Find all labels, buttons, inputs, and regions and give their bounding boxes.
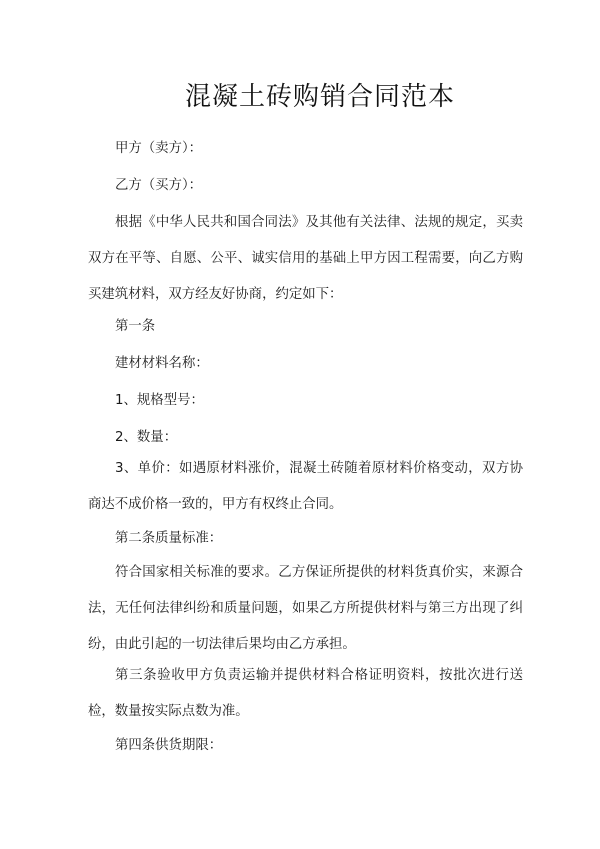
article-3-paragraph: 第三条验收甲方负责运输并提供材料合格证明资料，按批次进行送检，数量按实际点数为准。 xyxy=(88,668,523,719)
item-1-spec: 1、规格型号： xyxy=(115,393,204,408)
party-a-line: 甲方（卖方）： xyxy=(115,141,203,156)
article-1-heading: 第一条 xyxy=(115,319,156,334)
intro-paragraph: 根据《中华人民共和国合同法》及其他有关法律、法规的规定，买卖双方在平等、自愿、公平、诚实信用的基础上甲方因工程需要，向乙方购买建筑材料，双方经友好协商，约定如下： xyxy=(88,215,523,302)
item-3-price: 3、单价：如遇原材料涨价，混凝土砖随着原材料价格变动，双方协商达不成价格一致的，甲方有权终止合同。 xyxy=(88,461,523,512)
article-2-heading: 第二条质量标准： xyxy=(115,531,223,546)
party-b-line: 乙方（买方）： xyxy=(115,178,203,193)
material-name-line: 建材材料名称： xyxy=(115,356,209,371)
article-4-heading: 第四条供货期限： xyxy=(115,738,223,753)
item-2-quantity: 2、数量： xyxy=(115,430,178,445)
document-title: 混凝土砖购销合同范本 xyxy=(184,82,455,112)
article-2-body: 符合国家相关标准的要求。乙方保证所提供的材料货真价实，来源合法，无任何法律纠纷和质量问题，如果乙方所提供材料与第三方出现了纠纷，由此引起的一切法律后果均由乙方承担。 xyxy=(88,565,523,652)
